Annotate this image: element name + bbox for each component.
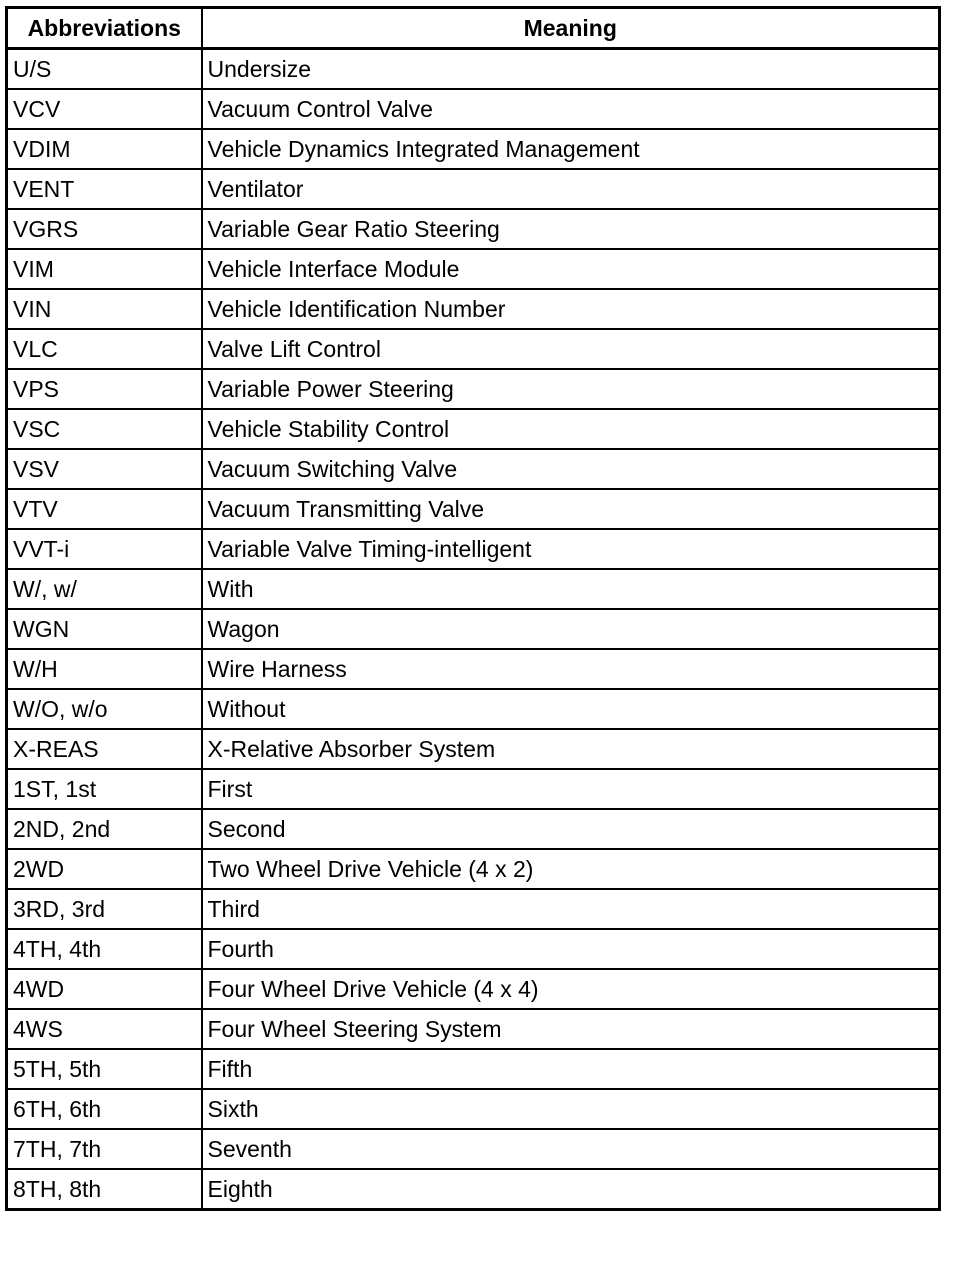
table-row <box>7 329 940 369</box>
abbreviation-cell: U/S <box>7 49 202 90</box>
abbreviation-cell: VIM <box>7 249 202 289</box>
meaning-cell: Without <box>202 689 940 729</box>
abbreviations-table <box>5 6 941 1211</box>
abbreviation-cell: VLC <box>7 329 202 369</box>
table-row <box>7 1009 940 1049</box>
table-row <box>7 1169 940 1210</box>
abbreviation-cell: 6TH, 6th <box>7 1089 202 1129</box>
abbreviation-cell: W/, w/ <box>7 569 202 609</box>
table-row <box>7 289 940 329</box>
meaning-cell: Undersize <box>202 49 940 90</box>
table-row <box>7 1129 940 1169</box>
header-abbreviations: Abbreviations <box>7 8 202 49</box>
table-row <box>7 169 940 209</box>
table-row <box>7 129 940 169</box>
table-row <box>7 769 940 809</box>
abbreviation-cell: 7TH, 7th <box>7 1129 202 1169</box>
abbreviation-cell: VPS <box>7 369 202 409</box>
abbreviation-cell: 8TH, 8th <box>7 1169 202 1210</box>
abbreviation-cell: 2ND, 2nd <box>7 809 202 849</box>
abbreviation-cell: W/O, w/o <box>7 689 202 729</box>
table-row <box>7 449 940 489</box>
meaning-cell: Variable Gear Ratio Steering <box>202 209 940 249</box>
table-row <box>7 809 940 849</box>
abbreviation-cell: 4WD <box>7 969 202 1009</box>
meaning-cell: Vehicle Identification Number <box>202 289 940 329</box>
meaning-cell: Ventilator <box>202 169 940 209</box>
table-row <box>7 729 940 769</box>
abbreviation-cell: 5TH, 5th <box>7 1049 202 1089</box>
table-row <box>7 569 940 609</box>
table-header-row <box>7 8 940 49</box>
table-row <box>7 649 940 689</box>
table-row <box>7 89 940 129</box>
abbreviation-cell: X-REAS <box>7 729 202 769</box>
table-row <box>7 609 940 649</box>
table-row <box>7 489 940 529</box>
abbreviation-cell: VVT-i <box>7 529 202 569</box>
meaning-cell: Vehicle Stability Control <box>202 409 940 449</box>
abbreviation-cell: VSV <box>7 449 202 489</box>
table-row <box>7 209 940 249</box>
meaning-cell: Second <box>202 809 940 849</box>
meaning-cell: With <box>202 569 940 609</box>
table-row <box>7 969 940 1009</box>
table-row <box>7 249 940 289</box>
meaning-cell: Wagon <box>202 609 940 649</box>
meaning-cell: Vacuum Transmitting Valve <box>202 489 940 529</box>
meaning-cell: Two Wheel Drive Vehicle (4 x 2) <box>202 849 940 889</box>
header-meaning: Meaning <box>202 8 940 49</box>
meaning-cell: Fourth <box>202 929 940 969</box>
meaning-cell: Wire Harness <box>202 649 940 689</box>
table-row <box>7 49 940 90</box>
meaning-cell: Third <box>202 889 940 929</box>
abbreviation-cell: W/H <box>7 649 202 689</box>
table-row <box>7 1049 940 1089</box>
abbreviation-cell: VCV <box>7 89 202 129</box>
meaning-cell: Variable Power Steering <box>202 369 940 409</box>
meaning-cell: Valve Lift Control <box>202 329 940 369</box>
table-row <box>7 409 940 449</box>
meaning-cell: Vehicle Interface Module <box>202 249 940 289</box>
abbreviation-cell: VTV <box>7 489 202 529</box>
abbreviation-cell: VIN <box>7 289 202 329</box>
meaning-cell: Vacuum Switching Valve <box>202 449 940 489</box>
table-row <box>7 689 940 729</box>
abbreviation-cell: VGRS <box>7 209 202 249</box>
abbreviation-cell: 1ST, 1st <box>7 769 202 809</box>
table-row <box>7 529 940 569</box>
abbreviation-cell: WGN <box>7 609 202 649</box>
meaning-cell: Four Wheel Steering System <box>202 1009 940 1049</box>
meaning-cell: Eighth <box>202 1169 940 1210</box>
abbreviation-cell: 3RD, 3rd <box>7 889 202 929</box>
table-row <box>7 369 940 409</box>
meaning-cell: First <box>202 769 940 809</box>
table-row <box>7 849 940 889</box>
meaning-cell: X-Relative Absorber System <box>202 729 940 769</box>
abbreviation-cell: 2WD <box>7 849 202 889</box>
abbreviation-cell: VENT <box>7 169 202 209</box>
meaning-cell: Vehicle Dynamics Integrated Management <box>202 129 940 169</box>
table-row <box>7 889 940 929</box>
table-body <box>7 49 940 1210</box>
meaning-cell: Four Wheel Drive Vehicle (4 x 4) <box>202 969 940 1009</box>
abbreviation-cell: 4WS <box>7 1009 202 1049</box>
abbreviation-cell: VSC <box>7 409 202 449</box>
abbreviation-cell: 4TH, 4th <box>7 929 202 969</box>
table-row <box>7 929 940 969</box>
meaning-cell: Variable Valve Timing-intelligent <box>202 529 940 569</box>
meaning-cell: Sixth <box>202 1089 940 1129</box>
table-row <box>7 1089 940 1129</box>
meaning-cell: Seventh <box>202 1129 940 1169</box>
abbreviation-cell: VDIM <box>7 129 202 169</box>
meaning-cell: Fifth <box>202 1049 940 1089</box>
meaning-cell: Vacuum Control Valve <box>202 89 940 129</box>
